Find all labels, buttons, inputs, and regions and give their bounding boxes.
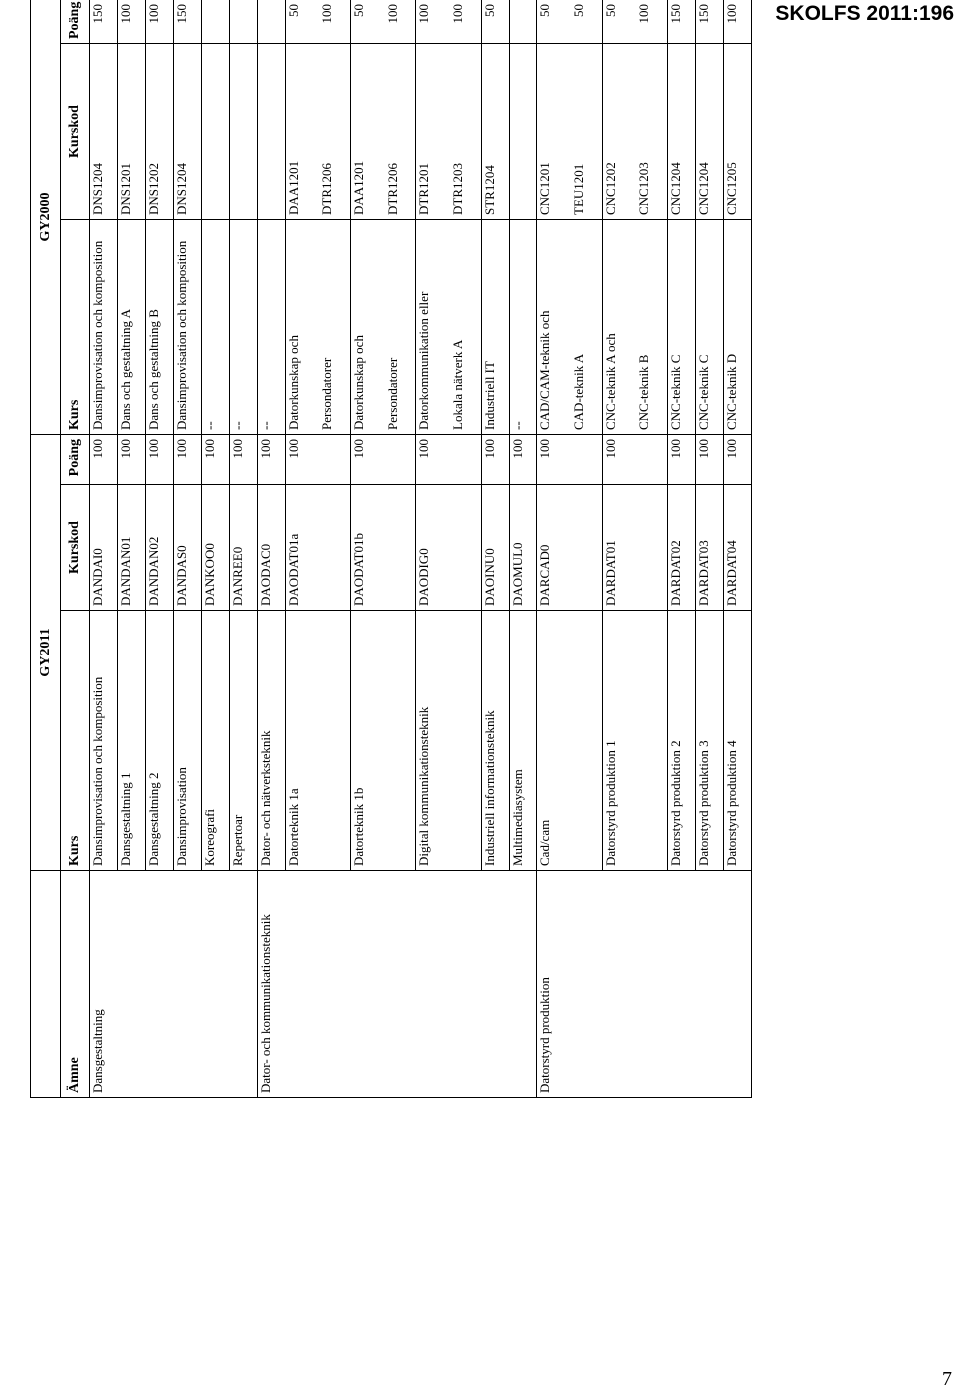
cell-kurskod: DANREE0 [229,485,257,611]
cell-kurs: Datorteknik 1a [285,611,350,871]
header-amne: Ämne [60,871,90,1098]
cell-kurskod: DAODAC0 [257,485,285,611]
cell-old-kurskod: DNS1204 [90,44,118,220]
cell-old-kurs: Persondatorer [312,220,350,435]
cell-old-poang: 100 [312,0,350,44]
table-row [602,0,629,1098]
table-row [509,0,537,1098]
cell-amne: Dator- och kommunikationsteknik [257,871,285,1098]
cell-old-kurs: -- [201,220,229,435]
header-kurskod-gy2011: Kurskod [60,485,90,611]
cell-poang: 100 [416,435,481,485]
header-kurs-gy2011: Kurs [60,611,90,871]
cell-poang: 100 [509,435,537,485]
table-row [146,0,174,1098]
cell-old-kurskod: DNS1204 [174,44,202,220]
cell-amne: Dansgestaltning [90,871,118,1098]
cell-old-kurs: Lokala nätverk A [443,220,481,435]
cell-old-kurskod: DNS1201 [118,44,146,220]
cell-old-kurs: -- [229,220,257,435]
cell-amne [481,871,509,1098]
table-row [285,0,312,1098]
cell-old-kurs: Datorkommunikation eller [416,220,443,435]
cell-kurs: Dator- och nätverksteknik [257,611,285,871]
cell-kurs: Dansimprovisation och komposition [90,611,118,871]
cell-old-kurs: -- [257,220,285,435]
cell-poang: 100 [201,435,229,485]
cell-amne [696,871,724,1098]
group-gy2011: GY2011 [31,435,61,871]
group-gy2000: GY2000 [31,0,61,435]
cell-amne: Datorstyrd produktion [537,871,602,1098]
cell-old-kurskod [509,44,537,220]
cell-amne [416,871,481,1098]
cell-poang: 100 [285,435,350,485]
cell-amne [146,871,174,1098]
cell-old-poang: 50 [481,0,509,44]
table-row [174,0,202,1098]
cell-kurskod: DARCAD0 [537,485,602,611]
cell-old-kurs: Dans och gestaltning A [118,220,146,435]
table-row [668,0,696,1098]
cell-old-kurskod: CNC1202 [602,44,629,220]
cell-kurs: Repertoar [229,611,257,871]
document-reference: SKOLFS 2011:196 [775,2,954,25]
cell-old-poang: 150 [696,0,724,44]
cell-old-kurskod: STR1204 [481,44,509,220]
cell-old-poang [509,0,537,44]
cell-old-poang: 50 [564,0,602,44]
rotated-page-content [30,0,752,1098]
cell-poang: 100 [146,435,174,485]
cell-old-kurs: CNC-teknik D [723,220,751,435]
cell-kurs: Cad/cam [537,611,602,871]
cell-old-kurs: CAD-teknik A [564,220,602,435]
cell-old-kurskod: DTR1206 [378,44,416,220]
table-row [416,0,443,1098]
cell-old-kurskod: CNC1205 [723,44,751,220]
cell-amne [201,871,229,1098]
cell-old-kurskod [201,44,229,220]
cell-poang: 100 [257,435,285,485]
cell-old-poang [257,0,285,44]
cell-old-poang: 150 [174,0,202,44]
table-row [118,0,146,1098]
cell-kurs: Datorstyrd produktion 4 [723,611,751,871]
cell-kurskod: DAODIG0 [416,485,481,611]
cell-kurs: Koreografi [201,611,229,871]
table-row [537,0,564,1098]
cell-kurskod: DAOMUL0 [509,485,537,611]
cell-kurs: Digital kommunikationsteknik [416,611,481,871]
cell-amne [509,871,537,1098]
cell-old-kurs: CNC-teknik B [629,220,667,435]
table-row [481,0,509,1098]
cell-old-kurskod: DTR1201 [416,44,443,220]
cell-old-poang: 100 [629,0,667,44]
table-row [696,0,724,1098]
cell-kurskod: DAOINU0 [481,485,509,611]
cell-kurskod: DAODAT01a [285,485,350,611]
cell-old-kurskod: CNC1204 [696,44,724,220]
cell-kurskod: DARDAT03 [696,485,724,611]
cell-poang: 100 [229,435,257,485]
table-row [201,0,229,1098]
cell-kurskod: DANDAI0 [90,485,118,611]
cell-poang: 100 [537,435,602,485]
cell-old-kurskod: CNC1201 [537,44,564,220]
cell-kurs: Multimediasystem [509,611,537,871]
cell-kurs: Dansimprovisation [174,611,202,871]
cell-old-kurs: Dansimprovisation och komposition [174,220,202,435]
table-row [350,0,377,1098]
cell-old-kurs: Dans och gestaltning B [146,220,174,435]
cell-old-poang: 100 [118,0,146,44]
header-poang-gy2000: Poäng [60,0,90,44]
cell-amne [174,871,202,1098]
cell-poang: 100 [350,435,415,485]
cell-poang: 100 [602,435,667,485]
cell-amne [118,871,146,1098]
cell-old-poang: 100 [146,0,174,44]
cell-old-kurs: -- [509,220,537,435]
cell-poang: 100 [696,435,724,485]
table-body [31,0,752,1098]
page-number: 7 [942,1368,952,1390]
cell-old-kurskod [229,44,257,220]
cell-kurs: Datorstyrd produktion 2 [668,611,696,871]
cell-kurskod: DANDAN01 [118,485,146,611]
cell-old-poang: 50 [285,0,312,44]
table-row [723,0,751,1098]
cell-amne [285,871,350,1098]
cell-old-kurskod: DAA1201 [285,44,312,220]
cell-amne [350,871,415,1098]
cell-old-kurs: Dansimprovisation och komposition [90,220,118,435]
cell-old-kurskod: TEU1201 [564,44,602,220]
cell-poang: 100 [174,435,202,485]
course-equivalence-table [30,0,752,1098]
header-kurs-gy2000: Kurs [60,220,90,435]
cell-old-kurs: CAD/CAM-teknik och [537,220,564,435]
cell-kurskod: DARDAT02 [668,485,696,611]
cell-poang: 100 [481,435,509,485]
cell-old-poang: 100 [443,0,481,44]
cell-old-kurskod: DTR1203 [443,44,481,220]
table-row [90,0,118,1098]
cell-old-poang: 100 [416,0,443,44]
group-header-row [31,0,61,1098]
cell-kurs: Datorstyrd produktion 1 [602,611,667,871]
cell-poang: 100 [723,435,751,485]
cell-old-poang [229,0,257,44]
cell-old-poang: 50 [602,0,629,44]
cell-old-kurskod: DTR1206 [312,44,350,220]
cell-poang: 100 [668,435,696,485]
cell-amne [668,871,696,1098]
cell-old-kurs: Datorkunskap och [285,220,312,435]
cell-kurs: Industriell informationsteknik [481,611,509,871]
cell-old-poang: 50 [537,0,564,44]
cell-kurs: Dansgestaltning 1 [118,611,146,871]
cell-old-kurskod: CNC1204 [668,44,696,220]
cell-old-poang: 50 [350,0,377,44]
cell-old-kurs: Industriell IT [481,220,509,435]
cell-amne [723,871,751,1098]
cell-poang: 100 [90,435,118,485]
cell-old-poang: 150 [668,0,696,44]
cell-old-kurs: Persondatorer [378,220,416,435]
cell-kurskod: DAODAT01b [350,485,415,611]
header-kurskod-gy2000: Kurskod [60,44,90,220]
cell-amne [229,871,257,1098]
cell-old-poang: 150 [90,0,118,44]
cell-kurs: Dansgestaltning 2 [146,611,174,871]
cell-kurskod: DARDAT01 [602,485,667,611]
header-poang-gy2011: Poäng [60,435,90,485]
cell-kurs: Datorstyrd produktion 3 [696,611,724,871]
cell-old-kurskod: CNC1203 [629,44,667,220]
cell-old-kurskod: DNS1202 [146,44,174,220]
cell-old-kurskod: DAA1201 [350,44,377,220]
cell-old-kurs: CNC-teknik C [696,220,724,435]
cell-old-kurs: Datorkunskap och [350,220,377,435]
cell-old-poang: 100 [378,0,416,44]
column-header-row [60,0,90,1098]
cell-old-kurs: CNC-teknik C [668,220,696,435]
table-row [229,0,257,1098]
cell-amne [602,871,667,1098]
cell-old-kurs: CNC-teknik A och [602,220,629,435]
table-row [257,0,285,1098]
cell-old-poang: 100 [723,0,751,44]
cell-kurskod: DANDAN02 [146,485,174,611]
cell-poang: 100 [118,435,146,485]
cell-old-kurskod [257,44,285,220]
cell-kurskod: DANKOO0 [201,485,229,611]
cell-kurskod: DANDAS0 [174,485,202,611]
cell-old-poang [201,0,229,44]
cell-kurskod: DARDAT04 [723,485,751,611]
cell-kurs: Datorteknik 1b [350,611,415,871]
